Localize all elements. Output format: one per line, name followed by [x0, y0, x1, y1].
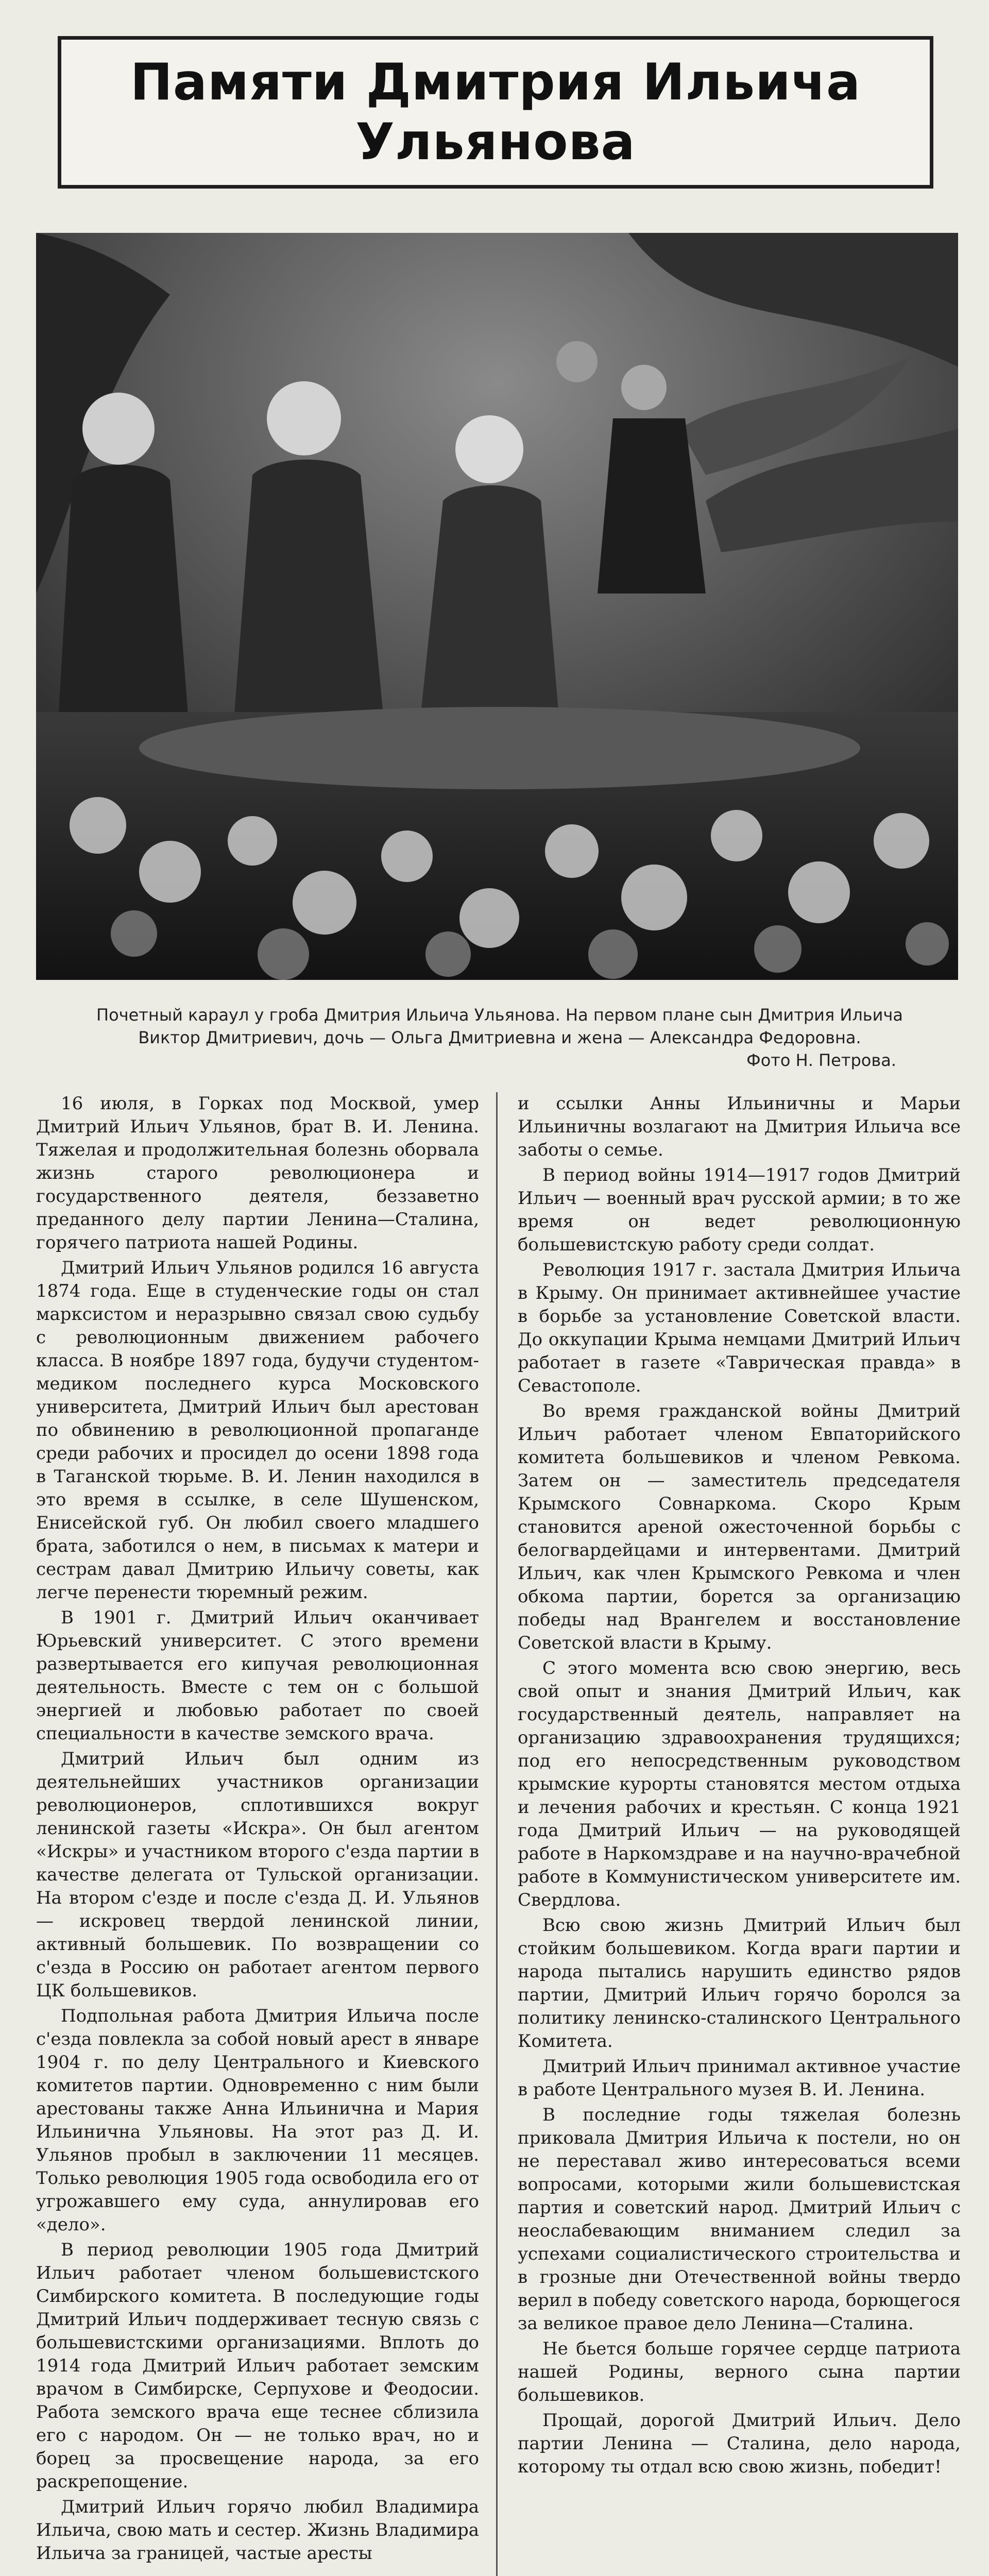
- article-paragraph: В 1901 г. Дмитрий Ильич оканчивает Юрьевский университет. С этого времени развертывается его кипучая революционная деятельность. Вместе с тем он с большой энергией и любовью работает по своей специальности в качестве земского врача.: [36, 1607, 479, 1744]
- article-paragraph: 16 июля, в Горках под Москвой, умер Дмитрий Ильич Ульянов, брат В. И. Ленина. Тяжелая и продолжительная болезнь оборвала жизнь старого революционера и государственного деятеля, беззаветно преданного делу партии Ленина—Сталина, горячего патриота нашей Родины.: [36, 1093, 479, 1253]
- article-paragraph: Дмитрий Ильич принимал активное участие в работе Центрального музея В. И. Ленина.: [518, 2056, 961, 2100]
- article-paragraph: Во время гражданской войны Дмитрий Ильич работает членом Евпаторийского комитета большевиков и членом Ревкома. Затем он — заместитель председателя Крымского Совнаркома. Скоро Крым становится ареной ожесточенной борьбы с белогвардейцами и интервентами. Дмитрий Ильич, как член Крымского Ревкома и член обкома партии, борется за организацию победы над Врангелем и восстановление Советской власти в Крыму.: [518, 1401, 961, 1653]
- photo-caption: [72, 1004, 927, 1072]
- article-paragraph: Прощай, дорогой Дмитрий Ильич. Дело партии Ленина — Сталина, дело народа, которому ты отдал всю свою жизнь, победит!: [518, 2410, 961, 2477]
- article-paragraph: С этого момента всю свою энергию, весь свой опыт и знания Дмитрий Ильич, как государственный деятель, направляет на организацию здравоохранения трудящихся; под его непосредственным руководством крымские курорты становятся местом отдыха и лечения рабочих и крестьян. С конца 1921 года Дмитрий Ильич — на руководящей работе в Наркомздраве и на научно-врачебной работе в Коммунистическом университете им. Свердлова.: [518, 1658, 961, 1910]
- article-paragraph: Революция 1917 г. застала Дмитрия Ильича в Крыму. Он принимает активнейшее участие в борьбе за установление Советской власти. До оккупации Крыма немцами Дмитрий Ильич работает в газете «Таврическая правда» в Севастополе.: [518, 1260, 961, 1396]
- headline-box: [58, 36, 933, 189]
- main-article: [36, 1092, 961, 2576]
- photo-credit: Фото Н. Петрова.: [746, 1050, 896, 1070]
- article-paragraph: Не бьется больше горячее сердце патриота нашей Родины, верного сына партии большевиков.: [518, 2338, 961, 2405]
- article-paragraph: Дмитрий Ильич был одним из деятельнейших участников организации революционеров, сплотившихся вокруг ленинской газеты «Искра». Он был агентом «Искры» и участником второго с'езда партии в качестве делегата от Тульской организации. На втором с'езде и после с'езда Д. И. Ульянов — искровец твердой ленинской линии, активный большевик. По возвращении со с'езда в Россию он работает агентом первого ЦК большевиков.: [36, 1749, 479, 2001]
- article-paragraph: Подпольная работа Дмитрия Ильича после с'езда повлекла за собой новый арест в январе 1904 г. по делу Центрального и Киевского комитетов партии. Одновременно с ним были арестованы также Анна Ильинична и Мария Ильинична Ульяновы. На этот раз Д. И. Ульянов пробыл в заключении 11 месяцев. Только революция 1905 года освободила его от угрожавшего ему суда, аннулировав его «дело».: [36, 2006, 479, 2235]
- article-paragraph: В период войны 1914—1917 годов Дмитрий Ильич — военный врач русской армии; в то же время он ведет революционную большевистскую работу среди солдат.: [518, 1165, 961, 1255]
- article-column-right: [518, 1092, 961, 2576]
- honor-guard-photo: [36, 233, 958, 980]
- article-column-left: [36, 1092, 479, 2576]
- article-paragraph: В последние годы тяжелая болезнь приковала Дмитрия Ильича к постели, но он не переставал живо интересоваться всеми вопросами, которыми жили большевистская партия и советский народ. Дмитрий Ильич с неослабевающим вниманием следил за успехами социалистического строительства и в грозные дни Отечественной войны твердо верил в победу советского народа, борющегося за великое правое дело Ленина—Сталина.: [518, 2105, 961, 2334]
- article-paragraph: и ссылки Анны Ильиничны и Марьи Ильиничны возлагают на Дмитрия Ильича все заботы о семье.: [518, 1093, 961, 1160]
- column-divider: [496, 1092, 498, 2576]
- photo-caption-text: Почетный караул у гроба Дмитрия Ильича Ульянова. На первом плане сын Дмитрия Ильича Виктор Дмитриевич, дочь — Ольга Дмитриевна и жена — Александра Федоровна.: [96, 1005, 903, 1047]
- article-paragraph: Дмитрий Ильич Ульянов родился 16 августа 1874 года. Еще в студенческие годы он стал марксистом и неразрывно связал свою судьбу с революционным движением рабочего класса. В ноябре 1897 года, будучи студентом-медиком последнего курса Московского университета, Дмитрий Ильич был арестован по обвинению в революционной пропаганде среди рабочих и просидел до осени 1898 года в Таганской тюрьме. В. И. Ленин находился в это время в ссылке, в селе Шушенском, Енисейской губ. Он любил своего младшего брата, заботился о нем, в письмах к матери и сестрам давал Дмитрию Ильичу советы, как легче перенести тюремный режим.: [36, 1258, 479, 1603]
- headline-line-2: Ульянова: [355, 113, 636, 172]
- headline-line-1: Памяти Дмитрия Ильича: [130, 53, 861, 112]
- article-paragraph: Всю свою жизнь Дмитрий Ильич был стойким большевиком. Когда враги партии и народа пытались нарушить единство рядов партии, Дмитрий Ильич горячо боролся за политику ленинско-сталинского Центрального Комитета.: [518, 1915, 961, 2052]
- article-paragraph: В период революции 1905 года Дмитрий Ильич работает членом большевистского Симбирского комитета. В последующие годы Дмитрий Ильич поддерживает тесную связь с большевистскими организациями. Вплоть до 1914 года Дмитрий Ильич работает земским врачом в Симбирске, Серпухове и Феодосии. Работа земского врача еще теснее сблизила его с народом. Он — не только врач, но и борец за просвещение народа, за его раскрепощение.: [36, 2240, 479, 2492]
- article-paragraph: Дмитрий Ильич горячо любил Владимира Ильича, свою мать и сестер. Жизнь Владимира Ильича за границей, частые аресты: [36, 2497, 479, 2564]
